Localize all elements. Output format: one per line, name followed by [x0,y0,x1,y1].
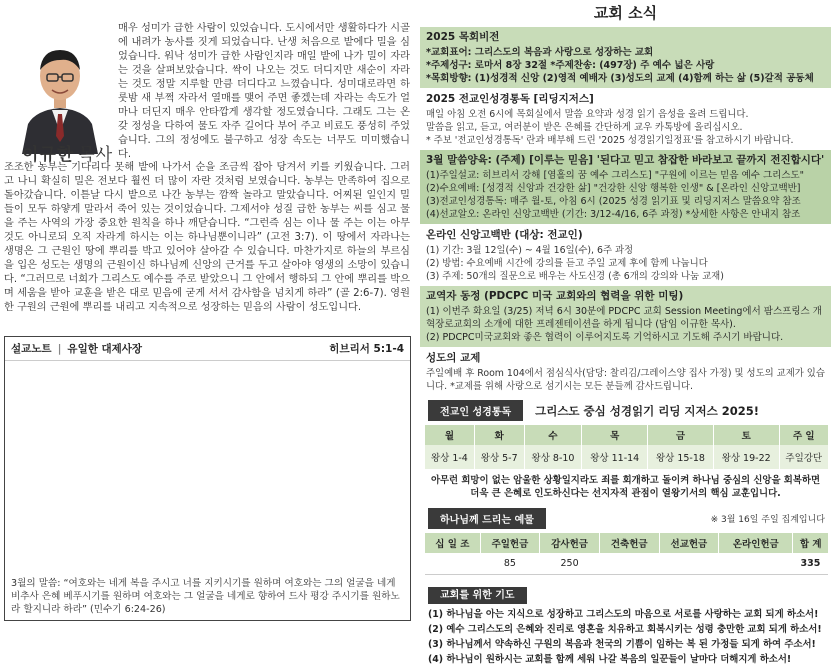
pastor-name-text: 이규한 [22,145,75,165]
prayer-item: (2) 예수 그리스도의 은혜와 진리로 영혼을 치유하고 회복시키는 성령 충만한 교회 되게 하소서! [428,624,822,635]
schedule-header [420,396,831,425]
bible-line: 매일 아침 오전 6시에 목회실에서 말씀 요약과 성경 읽기 음성을 올려 드립니다. [426,109,749,120]
march-section [420,150,831,224]
essay-top-paragraph: 매우 성미가 급한 사람이 있었습니다. 도시에서만 생활하다가 시골에 내려가 농사를 짓게 되었습니다. 난생 처음으로 밭에다 밀을 심었습니다. 워낙 성미가 급한 사람인지라 매일 밭에 나가 밀이 자라는 것을 살펴보았습니다. 싹이 나오는 것도 더디지만 새순이 자라는 것도 정말 지루할 만큼 더디다고 느꼈습니다. 성미대로라면 하룻밤 새 부쩍 자라서 열매를 맺어 주면 좋겠는데 자라는 속도가 얼마나 더딘지 매우 안타깝게 생각할 정도였습니다. 그래도 그는 온갖 정성을 다하여 물도 자주 길어다 부어 주고 비료도 풍성히 주었습니다. 그의 정성에도 불구하고 성장 속도는 너무도 미미했습니다. [118,23,410,160]
march-line: (1)주일설교: 히브리서 강해 [염홀의 꿈 예수 그리스도] "구원에 이르는 믿음 예수 그리스도" [426,170,805,181]
offering-value-cell [719,553,793,575]
day-header: 주 일 [779,425,828,445]
bible-heading: 2025 전교인성경통독 [리딩지저스] [426,93,594,105]
table-row [425,533,829,553]
prayer-label: 교회를 위한 기도 [428,587,527,604]
march-heading: 3월 말씀양육: (주제) [이루는 믿음] '된다고 믿고 참잡한 바라보고 끝까지 전진합시다' [426,154,825,166]
offering-value-cell: 250 [540,553,600,575]
offering-value-cell: 85 [480,553,540,575]
bible-line: 말씀을 읽고, 듣고, 여러분이 받은 은혜를 간단하게 교우 카톡방에 올리십시오. [426,122,743,133]
online-class-section [420,224,831,286]
schedule-subtitle: 그리스도 중심 성경읽기 리딩 지저스 2025! [535,403,760,418]
online-line: (1) 기간: 3월 12일(수) ~ 4월 16일(수), 6주 과정 [426,245,634,256]
memory-verse: 3월의 말씀: “여호와는 네게 복을 주시고 너를 지키시기를 원하며 여호와는 그의 얼굴을 네게 비추사 은혜 베푸시기를 원하며 여호와는 그 얼굴을 네게로 향하여 드사 평강 주시기를 원하노라 할지니라 하라” (민수기 6:24-26) [11,578,400,615]
offering-note: ※ 3월 16일 주일 집계입니다 [710,515,825,525]
day-header: 월 [425,425,475,445]
day-header: 금 [648,425,714,445]
vision-heading: 2025 목회비전 [426,31,500,43]
reading-cell: 왕상 1-4 [425,445,475,469]
march-line: (2)수요예배: [성경적 신앙과 건강한 삶] "건강한 신앙 행복한 인생" & [온라인 신앙고백반] [426,183,801,194]
vision-line: *교회표어: 그리스도의 복음과 사랑으로 성장하는 교회 [426,47,654,58]
pdcpc-section [420,286,831,347]
prayer-item: (1) 하나님을 아는 지식으로 성장하고 그리스도의 마음으로 서로를 사랑하는 교회 되게 하소서! [428,609,819,620]
offering-header-cell: 십 일 조 [425,533,481,553]
reading-cell: 왕상 5-7 [474,445,524,469]
pdcpc-heading: 교역자 동정 (PDCPC 미국 교회와의 협력을 위한 미팅) [426,290,684,302]
fellowship-heading: 성도의 교제 [426,352,481,364]
day-header: 토 [713,425,779,445]
day-header: 수 [524,425,582,445]
vision-line: *목회방향: (1)성경적 신앙 (2)영적 예배자 (3)성도의 교제 (4)함께 하는 삶 (5)갈적 공동체 [426,73,814,84]
online-heading: 온라인 신앙고백반 (대상: 전교인) [426,229,583,241]
offering-header-cell: 선교헌금 [659,533,719,553]
reading-schedule-table [424,425,828,469]
fellowship-section [420,347,831,396]
prayer-header [420,575,831,605]
prayer-item: (3) 하나님께서 약속하신 구원의 복음과 천국의 기쁨이 임하는 복 된 가정들 되게 하여 주소서! [428,639,816,650]
reading-cell: 왕상 15-18 [648,445,714,469]
offering-value-cell [659,553,719,575]
day-header: 목 [582,425,648,445]
sermon-title: 유일한 대제사장 [67,343,143,355]
essay-bottom-paragraph: 조조한 농부는 기다리다 못해 밭에 나가서 순을 조금씩 잡아 당겨서 키를 키웠습니다. 그러고 나니 확실히 밀은 전보다 훨씬 더 많이 자란 것처럼 보였습니다. 농부는 만족하여 집으로 돌아갔습니다. 이튿날 다시 밭으로 나간 농부는 깜짝 놀라고 말았습니다. 어찌된 일인지 밀들이 모두 하얗게 말라서 죽어 있는 것이었습니다. 그제서야 성질 급한 농부는 씨를 심고 물을 주는 사역의 가장 중요한 원칙을 하나 깨닫습니다. “그런즉 심는 이나 물 주는 이는 아무 것도 아니로되 오직 자라게 하시는 이는 하나님뿐이니라” (고전 3:7). 이 땅에서 자라나는 생명은 그 근원인 땅에 뿌리를 박고 있어야 살아갈 수 있습니다. 마찬가지로 하늘의 부르심을 입은 성도는 생명의 근원이신 하나님께 신앙의 근거를 두고 살아야 영생의 소망이 있습니다. “그러므로 너희가 그리스도 예수를 주로 받았으니 그 안에서 행하되 그 안에 뿌리를 박으며 세움을 받아 교훈을 받은 대로 믿음에 굳게 서서 감사함을 넘치게 하라” (골 2:6-7). 영원한 구원의 근원에 뿌리를 내리고 지속적으로 성장하는 믿음의 사람이 성도입니다. [4,162,410,313]
offering-value-cell: 335 [793,553,828,575]
news-title: 교회 소식 [593,4,658,22]
vision-section [420,27,831,88]
offering-label: 하나님께 드리는 예물 [428,508,546,529]
schedule-label: 전교인 성경통독 [428,400,523,421]
reading-cell: 왕상 11-14 [582,445,648,469]
pastor-title: 목사 [78,145,114,165]
reading-cell: 주일강단 [779,445,828,469]
offering-header-cell: 건축헌금 [599,533,659,553]
table-row [425,445,829,469]
schedule-note: 아무런 희망이 없는 암울한 상황일지라도 죄를 회개하고 돌이켜 하나님 중심의 신앙을 회복하면 더욱 큰 은혜로 인도하신다는 선지자적 관점이 열왕기서의 핵심 교훈입니다. [430,475,821,499]
sermon-header [5,337,410,361]
offering-header-cell: 온라인헌금 [719,533,793,553]
offering-value-cell [599,553,659,575]
offering-header-cell: 주일헌금 [480,533,540,553]
online-line: (2) 방법: 수요예배 시간에 강의를 듣고 주일 교제 후에 함께 나눕니다 [426,258,708,269]
reading-cell: 왕상 8-10 [524,445,582,469]
fellowship-line: 주일예배 후 Room 104에서 점심식사(담당: 찰리김/그레이스양 집사 가정) 및 성도의 교제가 있습니다. *교제를 위해 사랑으로 섬기시는 모든 분들께 감사드립니다. [426,368,825,392]
news-column [420,0,831,669]
offering-table [424,533,828,575]
bible-line: * 주보 '전교인성경통독' 란과 배부해 드린 '2025 성경읽기일정표'를 참고하시기 바랍니다. [426,135,794,146]
offering-header [420,504,831,533]
sermon-note-box [4,336,411,621]
prayer-list [420,605,831,669]
sermon-reference: 히브리서 5:1-4 [329,343,404,355]
sermon-title-group [11,341,142,356]
reading-cell: 왕상 19-22 [713,445,779,469]
day-header: 화 [474,425,524,445]
offering-header-cell: 합 계 [793,533,828,553]
pdcpc-line: (1) 이번주 화요일 (3/25) 저녁 6시 30분에 PDCPC 교회 Session Meeting에서 팜스프링스 개혁장로교회의 소개에 대한 프레젠테이션을 하게 됩니다 (담임 이규한 목사). [426,306,822,330]
sermon-separator: | [57,343,62,355]
offering-value-cell [425,553,481,575]
pdcpc-line: (2) PDCPC미국교회와 좋은 협력이 이루어지도록 기억하시고 기도해 주시기 바랍니다. [426,332,784,343]
offering-header-cell: 감사헌금 [540,533,600,553]
table-row [425,553,829,575]
vision-line: *주제성구: 로마서 8장 32절 *주제찬송: (497장) 주 예수 넓은 사랑 [426,60,715,71]
bible-reading-section [420,88,831,150]
pastor-essay [4,22,410,315]
march-line: (3)전교인성경통독: 매주 월-토, 아침 6시 (2025 성경 읽기표 및 리딩지저스 말씀요약 참조 [426,196,801,207]
table-row [425,425,829,445]
prayer-item: (4) 하나님이 원하시는 교회를 함께 세워 나갈 복음의 일꾼들이 날마다 더해지게 하소서! [428,654,792,665]
online-line: (3) 주제: 50개의 질문으로 배우는 사도신경 (총 6개의 강의와 나눔 교재) [426,271,724,282]
sermon-label: 설교노트 [11,343,52,355]
march-line: (4)선교알오: 온라인 신앙고백반 (기간: 3/12-4/16, 6주 과정) *상세한 사항은 안내지 참조 [426,209,801,220]
